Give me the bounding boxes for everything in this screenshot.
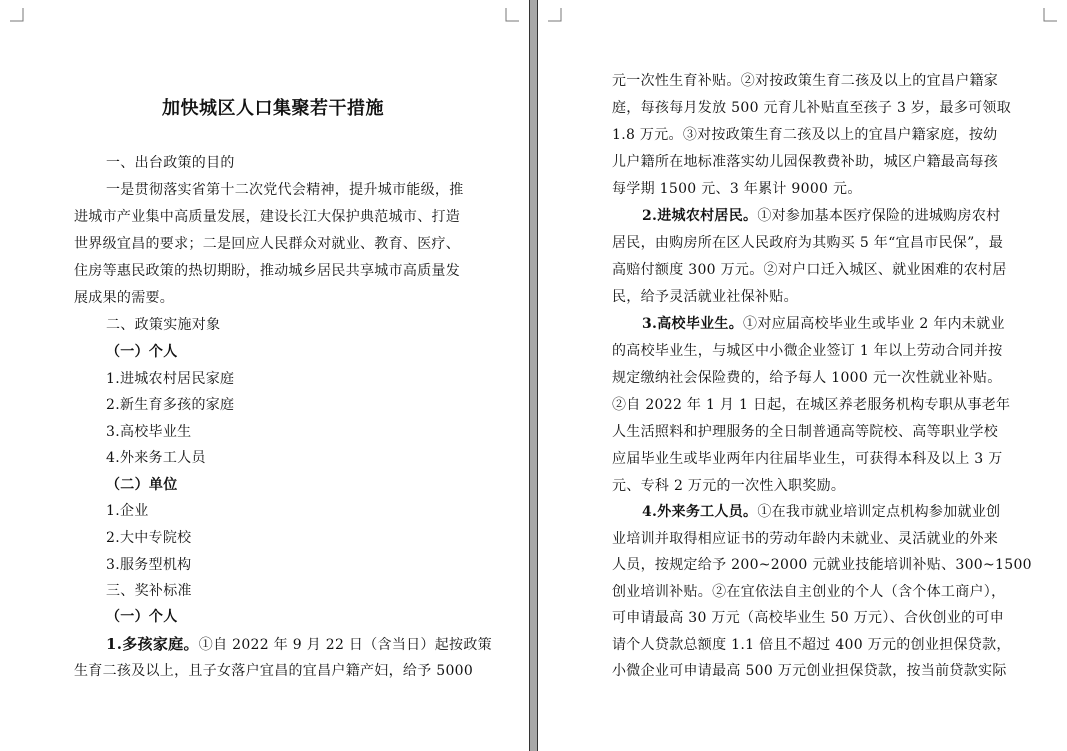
paragraph-line: [106, 635, 492, 654]
list-item: 3.高校毕业生: [106, 424, 192, 440]
list-item: 1.进城农村居民家庭: [106, 371, 235, 387]
paragraph-line: 儿户籍所在地标准落实幼儿园保教费补助，城区户籍最高每孩: [612, 154, 999, 170]
paragraph-line: 1.8 万元。③对按政策生育二孩及以上的宜昌户籍家庭，按幼: [612, 127, 998, 143]
paragraph-line: 业培训并取得相应证书的劳动年龄内未就业、灵活就业的外来: [612, 531, 999, 547]
paragraph-line: 高赔付额度 300 万元。②对户口迁入城区、就业困难的农村居: [612, 262, 1007, 278]
paragraph-line: 展成果的需要。: [74, 290, 175, 306]
paragraph-line: 人员，按规定给予 200~2000 元就业技能培训补贴、300~1500: [612, 557, 1032, 573]
list-item: 4.外来务工人员: [106, 450, 206, 466]
item-heading: 1.多孩家庭。: [106, 635, 199, 653]
paragraph-line: [642, 207, 1000, 225]
document-page-left: [0, 0, 530, 751]
section-heading: 三、奖补标准: [106, 583, 192, 599]
paragraph-line: 请个人贷款总额度 1.1 倍且不超过 400 万元的创业担保贷款，: [612, 637, 1011, 653]
document-page-right: [537, 0, 1067, 751]
section-heading: 二、政策实施对象: [106, 317, 221, 333]
paragraph-line: 民，给予灵活就业社保补贴。: [612, 289, 798, 305]
paragraph-line: [642, 503, 1000, 521]
paragraph-line: 创业培训补贴。②在宜依法自主创业的个人（含个体工商户），: [612, 584, 1006, 600]
paragraph-line: 居民，由购房所在区人民政府为其购买 5 年“宜昌市民保”，最: [612, 235, 1004, 251]
paragraph-line: 每学期 1500 元、3 年累计 9000 元。: [612, 181, 862, 197]
paragraph-line: 住房等惠民政策的热切期盼，推动城乡居民共享城市高质量发: [74, 263, 461, 279]
page-corner-mark: [1043, 8, 1057, 22]
paragraph-text: ①在我市就业培训定点机构参加就业创: [757, 504, 1001, 520]
page-corner-mark: [505, 8, 519, 22]
list-item: 2.新生育多孩的家庭: [106, 397, 235, 413]
paragraph-line: 生育二孩及以上，且子女落户宜昌的宜昌户籍产妇，给予 5000: [74, 663, 474, 679]
paragraph-text: ①对参加基本医疗保险的进城购房农村: [757, 208, 1001, 224]
list-item: 3.服务型机构: [106, 557, 192, 573]
paragraph-text: ①对应届高校毕业生或毕业 2 年内未就业: [743, 316, 1005, 332]
paragraph-line: 世界级宜昌的要求；二是回应人民群众对就业、教育、医疗、: [74, 236, 461, 252]
page-corner-mark: [548, 8, 562, 22]
item-heading: 2.进城农村居民。: [642, 208, 758, 224]
paragraph-line: 元、专科 2 万元的一次性入职奖励。: [612, 478, 846, 494]
list-item: 1.企业: [106, 503, 149, 519]
paragraph-line: 进城市产业集中高质量发展，建设长江大保护典范城市、打造: [74, 209, 461, 225]
paragraph-line: 一是贯彻落实省第十二次党代会精神，提升城市能级，推: [106, 182, 464, 198]
paragraph-line: [642, 315, 1005, 333]
subsection-heading: （一）个人: [106, 609, 178, 625]
page-corner-mark: [10, 8, 24, 22]
paragraph-line: 人生活照料和护理服务的全日制普通高等院校、高等职业学校: [612, 424, 999, 440]
paragraph-text: ①自 2022 年 9 月 22 日（含当日）起按政策: [198, 637, 492, 653]
item-heading: 3.高校毕业生。: [642, 316, 744, 332]
document-title: 加快城区人口集聚若干措施: [162, 98, 384, 119]
paragraph-line: 可申请最高 30 万元（高校毕业生 50 万元）、合伙创业的可申: [612, 610, 1005, 626]
paragraph-line: ②自 2022 年 1 月 1 日起，在城区养老服务机构专职从事老年: [612, 397, 1011, 413]
section-heading: 一、出台政策的目的: [106, 155, 235, 171]
subsection-heading: （二）单位: [106, 477, 178, 493]
paragraph-line: 的高校毕业生，与城区中小微企业签订 1 年以上劳动合同并按: [612, 343, 1003, 359]
paragraph-line: 小微企业可申请最高 500 万元创业担保贷款，按当前贷款实际: [612, 663, 1007, 679]
list-item: 2.大中专院校: [106, 530, 192, 546]
item-heading: 4.外来务工人员。: [642, 504, 758, 520]
paragraph-line: 规定缴纳社会保险费的，给予每人 1000 元一次性就业补贴。: [612, 370, 1002, 386]
subsection-heading: （一）个人: [106, 344, 178, 360]
paragraph-line: 元一次性生育补贴。②对按政策生育二孩及以上的宜昌户籍家: [612, 73, 999, 89]
paragraph-line: 庭，每孩每月发放 500 元育儿补贴直至孩子 3 岁，最多可领取: [612, 100, 1012, 116]
paragraph-line: 应届毕业生或毕业两年内往届毕业生，可获得本科及以上 3 万: [612, 451, 1003, 467]
